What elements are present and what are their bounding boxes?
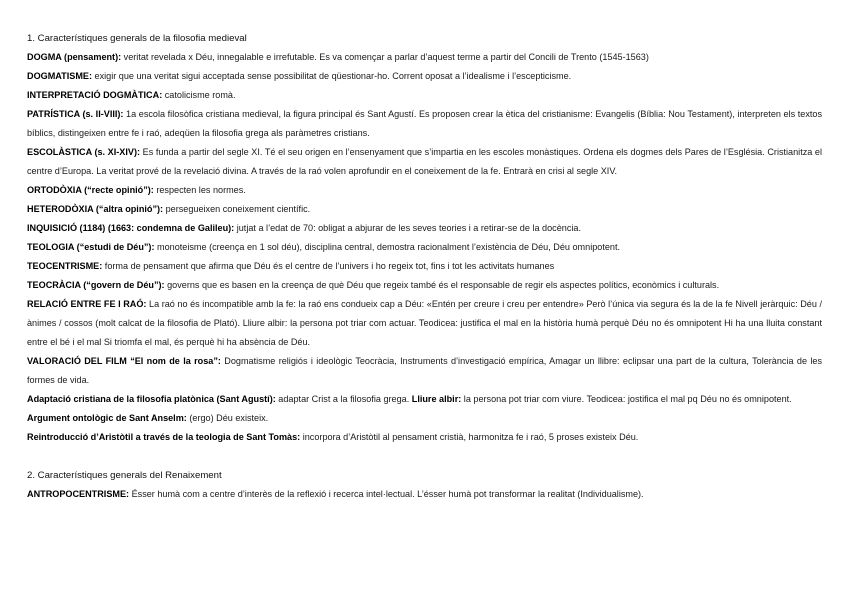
entry-patristica [27,105,822,143]
term-label: ANTROPOCENTRISME: [27,489,130,499]
section-spacer [27,447,822,466]
term-label: ESCOLÀSTICA (s. XI-XIV): [27,147,141,157]
entry-valoracio-film [27,352,822,390]
term-label: TEOCRÀCIA (“govern de Déu”): [27,280,165,290]
section-1-title: 1. Característiques generals de la filosofia medieval [27,33,247,44]
term-label: PATRÍSTICA (s. II-VIII): [27,109,124,119]
term-label: VALORACIÓ DEL FILM “El nom de la rosa”: [27,356,221,366]
entry-ortodoxia [27,181,822,200]
entry-antropocentrisme [27,485,822,504]
term-label: INQUISICIÓ (1184) (1663: condemna de Galileu): [27,223,235,233]
term-label: Argument ontològic de Sant Anselm: [27,413,187,423]
entry-reintroduccio-aristotil [27,428,822,447]
definition-text: forma de pensament que afirma que Déu és el centre de l’univers i ho regeix tot, fins i tot les activitats humanes [102,261,555,271]
entry-argument-ontologic [27,409,822,428]
entry-dogma [27,48,822,67]
term-label: ORTODÒXIA (“recte opinió”): [27,185,154,195]
definition-text: catolicisme romà. [162,90,236,100]
definition-text: monoteisme (creença en 1 sol déu), disciplina central, demostra racionalment l’existència de Déu, Déu omnipotent. [154,242,621,252]
term-label: DOGMA (pensament): [27,52,122,62]
definition-text: persegueixen coneixement científic. [163,204,311,214]
term-label: INTERPRETACIÓ DOGMÀTICA: [27,90,163,100]
entry-adaptacio-cristiana [27,390,822,409]
entry-relacio-fe-rao [27,295,822,352]
definition-text: Ésser humà com a centre d’interès de la reflexió i recerca intel·lectual. L’ésser humà pot transformar la realitat (Individualisme). [129,489,644,499]
definition-text: La raó no és incompatible amb la fe: la raó ens condueix cap a Déu: «Entén per creure i creu per entendre» Però l’única via segura és la de la fe Nivell jeràrquic: Déu / ànimes / cossos (molt calcat de la filosofia de Plató). Lliure albir: la persona pot triar com actuar. Teodicea: justifica el mal en la història humà perquè Déu no és omnipotent Hi ha una lluita constant entre el bé i el mal Si triomfa el mal, és perquè hi ha absència de Déu. [27,299,823,347]
entry-dogmatisme [27,67,822,86]
entry-inquisicio [27,219,822,238]
term-label-secondary: Lliure albir: [409,394,462,404]
entry-teocracia [27,276,822,295]
entry-interpretacio-dogmatica [27,86,822,105]
definition-text: incorpora d’Aristòtil al pensament cristià, harmonitza fe i raó, 5 proses existeix Déu. [300,432,639,442]
term-label: TEOCENTRISME: [27,261,103,271]
definition-text: exigir que una veritat sigui acceptada sense possibilitat de qüestionar-ho. Corrent oposat a l’idealisme i l’escepticisme. [92,71,572,81]
definition-text: Dogmatisme religiós i ideològic Teocràcia, Instruments d’investigació empírica, Amagar un llibre: eclipsar una part de la cultura, Tolerància de les formes de vida. [27,356,822,385]
definition-text: respecten les normes. [153,185,246,195]
definition-text: veritat revelada x Déu, innegalable e irrefutable. Es va començar a parlar d’aquest terme a partir del Concili de Trento (1545-1563) [121,52,649,62]
term-label: DOGMATISME: [27,71,92,81]
definition-text: Es funda a partir del segle XI. Té el seu origen en l’ensenyament que s’impartia en les escoles monàstiques. Ordena els dogmes dels Pares de l’Església. Cristianitza el centre d’Europa. La veritat prové de la revelació divina. A través de la raó volen aprofundir en el coneixement de la fe. Entrarà en crisi al segle XIV. [27,147,823,176]
entry-escolastica [27,143,822,181]
term-label: HETERODÒXIA (“altra opinió”): [27,204,164,214]
term-label: RELACIÓ ENTRE FE I RAÓ: [27,299,147,309]
term-label: Adaptació cristiana de la filosofia platònica (Sant Agustí): [27,394,276,404]
entry-teologia [27,238,822,257]
definition-text: adaptar Crist a la filosofia grega. [275,394,410,404]
section-2-title: 2. Característiques generals del Renaixement [27,470,222,481]
definition-text: 1a escola filosòfica cristiana medieval, la figura principal és Sant Agustí. Es proposen crear la ètica del cristianisme: Evangelis (Bíblia: Nou Testament), interpreten els textos bíblics, distingeixen entre fe i raó, adeqüen la filosofia grega als paràmetres cristians. [27,109,823,138]
definition-text: governs que es basen en la creença de què Déu que regeix també és el responsable de regir els aspectes polítics, econòmics i culturals. [164,280,720,290]
term-label: Reintroducció d’Aristòtil a través de la teologia de Sant Tomàs: [27,432,301,442]
entry-heterodoxia [27,200,822,219]
entry-teocentrisme [27,257,822,276]
definition-text: jutjat a l’edat de 70: obligat a abjurar de les seves teories i a retirar-se de la docència. [234,223,581,233]
term-label: TEOLOGIA (“estudi de Déu”): [27,242,155,252]
definition-text: (ergo) Déu existeix. [186,413,269,423]
definition-text-secondary: la persona pot triar com viure. Teodicea: jostifica el mal pq Déu no és omnipotent. [461,394,792,404]
